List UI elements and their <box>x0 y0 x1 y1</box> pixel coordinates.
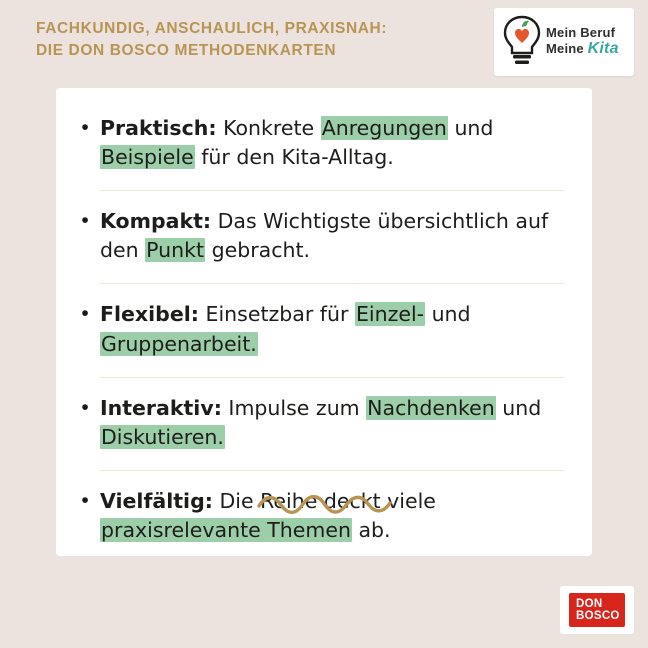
publisher-logo-line-1: DON <box>576 597 603 610</box>
brand-logo-line-2 <box>546 40 619 58</box>
bullet-icon: • <box>81 302 89 326</box>
list-item <box>70 114 574 172</box>
plain-text: gebracht. <box>205 238 311 263</box>
list-item <box>70 207 574 265</box>
plain-text: und <box>447 116 494 140</box>
highlighted-text: praxisrelevante Themen <box>101 517 351 542</box>
plain-text: Impulse zum <box>221 395 367 420</box>
list-item-lead: Praktisch: <box>100 116 217 140</box>
plain-text: Konkrete <box>216 116 321 140</box>
squiggle-ornament <box>56 493 592 520</box>
list-item <box>70 394 574 452</box>
list-item-lead: Interaktiv: <box>100 395 222 420</box>
list-item-text <box>100 394 574 452</box>
highlighted-text: Diskutieren. <box>101 424 224 449</box>
content-card <box>56 88 592 556</box>
bullet-icon: • <box>81 395 89 419</box>
publisher-logo <box>560 586 634 634</box>
header <box>36 18 506 62</box>
publisher-logo-badge <box>569 593 625 627</box>
highlighted-text: Anregungen <box>321 116 447 140</box>
bullet-icon: • <box>81 209 89 233</box>
list-item-lead: Flexibel: <box>100 302 199 327</box>
list-item-lead: Kompakt: <box>100 209 212 234</box>
brand-logo-line-2-text: Meine <box>546 41 584 57</box>
bullet-icon: • <box>81 116 89 139</box>
brand-logo <box>494 8 634 76</box>
highlighted-text: Einzel- <box>355 302 425 327</box>
plain-text: Das Wichtigste übersichtlich auf den <box>100 209 549 263</box>
plain-text: Einsetzbar für <box>199 302 355 327</box>
list-divider <box>100 377 564 378</box>
list-divider <box>100 190 564 191</box>
plain-text: und <box>425 302 471 327</box>
list-item-text <box>100 207 574 265</box>
brand-logo-line-1: Mein Beruf <box>546 24 616 40</box>
header-line-2: DIE DON BOSCO METHODENKARTEN <box>36 42 337 59</box>
lightbulb-heart-icon <box>500 13 544 71</box>
list-item <box>70 300 574 358</box>
list-divider <box>100 283 564 284</box>
highlighted-text: Gruppenarbeit. <box>101 331 257 356</box>
plain-text: ab. <box>351 517 391 542</box>
highlighted-text: Beispiele <box>101 145 194 170</box>
list-item-text <box>100 114 574 172</box>
highlighted-text: Nachdenken <box>367 395 495 420</box>
plain-text: Die Reihe deckt viele <box>212 488 436 513</box>
publisher-logo-line-2: BOSCO <box>576 610 620 622</box>
header-line-1: FACHKUNDIG, ANSCHAULICH, PRAXISNAH: <box>36 20 388 37</box>
plain-text: und <box>495 395 542 420</box>
plain-text: für den Kita-Alltag. <box>194 145 394 170</box>
list-divider <box>100 470 564 471</box>
brand-logo-text <box>546 26 619 58</box>
bullet-icon: • <box>81 488 89 512</box>
list-item-text <box>100 300 574 358</box>
brand-logo-accent-word: Kita <box>587 40 619 58</box>
list-item-lead: Vielfältig: <box>100 488 213 513</box>
highlighted-text: Punkt <box>146 238 205 263</box>
